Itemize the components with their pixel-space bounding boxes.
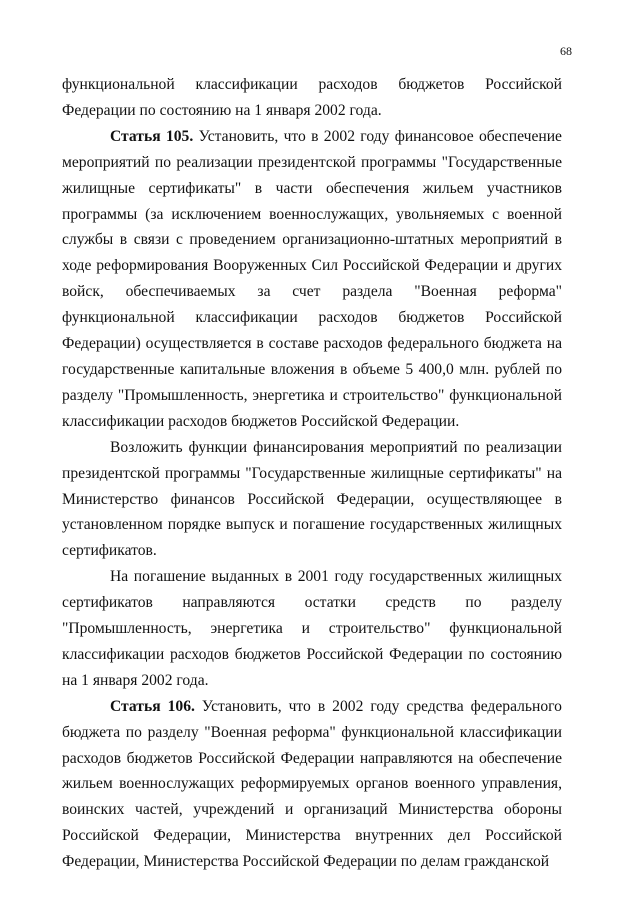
paragraph-article-105	[62, 124, 562, 435]
paragraph-certificate-redemption	[62, 564, 562, 694]
document-body	[62, 72, 562, 875]
paragraph-article-106	[62, 694, 562, 875]
page-number: 68	[560, 44, 572, 58]
paragraph-text: Установить, что в 2002 году финансовое обеспечение мероприятий по реализации президентской программы "Государственные жилищные сертификаты" в части обеспечения жильем участников программы (за исключением военнослужащих, увольняемых с военной службы в связи с проведением организационно-штатных мероприятий в ходе реформирования Вооруженных Сил Российской Федерации и других войск, обеспечиваемых за счет раздела "Военная реформа" функциональной классификации расходов бюджетов Российской Федерации) осуществляется в составе расходов федерального бюджета на государственные капитальные вложения в объеме 5 400,0 млн. рублей по разделу "Промышленность, энергетика и строительство" функциональной классификации расходов бюджетов Российской Федерации.	[62, 127, 562, 430]
paragraph-text: Возложить функции финансирования мероприятий по реализации президентской программы "Государственные жилищные сертификаты" на Министерство финансов Российской Федерации, осуществляющее в установленном порядке выпуск и погашение государственных жилищных сертификатов.	[62, 438, 562, 560]
paragraph-text: функциональной классификации расходов бюджетов Российской Федерации по состоянию на 1 января 2002 года.	[62, 76, 562, 119]
paragraph-continuation	[62, 72, 562, 124]
paragraph-text: Установить, что в 2002 году средства федерального бюджета по разделу "Военная реформа" функциональной классификации расходов бюджетов Российской Федерации направляются на обеспечение жильем военнослужащих реформируемых органов военного управления, воинских частей, учреждений и организаций Министерства обороны Российской Федерации, Министерства внутренних дел Российской Федерации, Министерства Российской Федерации по делам гражданской	[62, 697, 562, 871]
paragraph-text: На погашение выданных в 2001 году государственных жилищных сертификатов направляются остатки средств по разделу "Промышленность, энергетика и строительство" функциональной классификации расходов бюджетов Российской Федерации по состоянию на 1 января 2002 года.	[62, 568, 562, 689]
paragraph-financing-functions	[62, 435, 562, 565]
article-heading: Статья 105.	[110, 127, 194, 145]
article-heading: Статья 106.	[110, 697, 195, 715]
